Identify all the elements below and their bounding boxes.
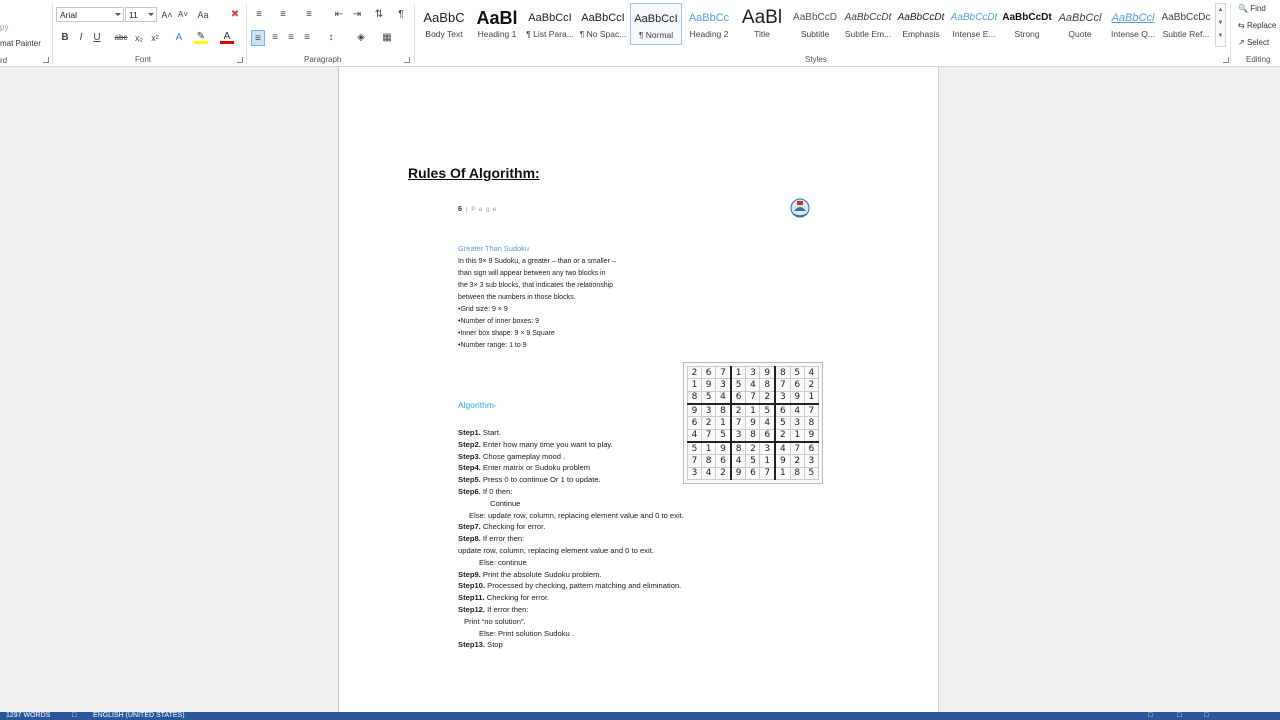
replace-button[interactable] <box>1238 21 1276 30</box>
sudoku-cell: 7 <box>790 442 804 455</box>
increase-indent-icon[interactable]: ⇥ <box>352 9 362 20</box>
step-text: Else: continue <box>479 557 527 567</box>
sudoku-cell: 9 <box>746 417 760 429</box>
university-logo-icon <box>789 197 811 219</box>
sudoku-cell: 4 <box>804 367 818 379</box>
select-arrow-icon: ↗ <box>1238 38 1245 47</box>
sudoku-cell: 6 <box>804 442 818 455</box>
font-size-combo[interactable] <box>125 7 157 22</box>
sudoku-cell: 9 <box>702 379 716 391</box>
step-label: Step11. <box>458 593 485 603</box>
step-text: Stop <box>485 640 503 650</box>
sudoku-cell: 6 <box>790 379 804 391</box>
sudoku-cell: 6 <box>746 467 760 479</box>
algorithm-step <box>458 604 684 616</box>
sudoku-cell: 3 <box>702 404 716 417</box>
sudoku-cell: 3 <box>688 467 702 479</box>
step-text: Enter matrix or Sudoku problem <box>480 463 591 473</box>
shading-icon[interactable]: ◈ <box>357 32 365 43</box>
style-name: ¶ No Spac... <box>579 29 627 39</box>
search-icon: 🔍 <box>1238 4 1248 13</box>
style-name: Heading 2 <box>689 29 729 39</box>
sudoku-cell: 4 <box>731 455 746 467</box>
clipboard-group-label: rd <box>0 56 8 65</box>
select-label: Select <box>1246 38 1270 47</box>
style-tile[interactable] <box>1107 3 1159 45</box>
sudoku-cell: 8 <box>731 442 746 455</box>
proofing-icon[interactable]: □ <box>72 712 77 719</box>
sudoku-cell: 1 <box>804 391 818 404</box>
clear-formatting-icon[interactable]: ✖ <box>230 9 240 20</box>
style-name: Subtle Em... <box>844 29 892 39</box>
style-tile[interactable] <box>736 3 788 45</box>
language-indicator[interactable]: ENGLISH (UNITED STATES) <box>93 712 185 719</box>
style-tile[interactable] <box>789 3 841 45</box>
step-text: Print “no solution”. <box>464 616 526 626</box>
sudoku-cell: 8 <box>760 379 775 391</box>
step-text: Print the absolute Sudoku problem. <box>480 569 602 579</box>
numbering-icon[interactable]: ≡ <box>280 9 286 20</box>
sudoku-row <box>688 455 819 467</box>
step-label: Step1. <box>458 428 481 437</box>
algorithm-step <box>458 533 684 545</box>
sudoku-cell: 7 <box>775 379 790 391</box>
description-block <box>458 256 616 352</box>
subscript-button[interactable]: x₂ <box>135 33 143 43</box>
document-canvas[interactable] <box>0 67 1280 712</box>
sudoku-cell: 1 <box>731 367 746 379</box>
sudoku-cell: 5 <box>790 367 804 379</box>
sudoku-cell: 3 <box>790 417 804 429</box>
step-text: Else: Print solution Sudoku . <box>479 628 574 638</box>
sudoku-cell: 2 <box>775 429 790 442</box>
sudoku-cell: 5 <box>804 467 818 479</box>
shrink-font-button[interactable]: A˅ <box>177 10 188 19</box>
scroll-down-icon[interactable]: ▼ <box>1217 20 1224 26</box>
page-number: 6 <box>458 206 462 213</box>
justify-icon[interactable]: ≡ <box>304 32 310 43</box>
sudoku-cell: 5 <box>775 417 790 429</box>
step-text: Checking for error. <box>484 593 550 603</box>
borders-icon[interactable]: ▦ <box>382 32 392 43</box>
sudoku-cell: 8 <box>746 429 760 442</box>
algorithm-step <box>458 439 684 451</box>
replace-label: Replace <box>1246 21 1277 30</box>
sudoku-cell: 7 <box>688 455 702 467</box>
sudoku-cell: 4 <box>760 417 775 429</box>
sudoku-cell: 4 <box>790 404 804 417</box>
algorithm-step <box>458 462 684 474</box>
step-label: Step4. <box>458 463 481 473</box>
decrease-indent-icon[interactable]: ⇤ <box>334 9 344 20</box>
sudoku-row <box>688 367 819 379</box>
step-text: Start. <box>480 428 502 437</box>
style-preview: AaBbCcl <box>1111 12 1155 24</box>
style-preview: AaBbCcDt <box>1002 12 1052 23</box>
style-tile[interactable] <box>630 3 682 45</box>
bullets-icon[interactable]: ≡ <box>256 9 262 20</box>
sudoku-cell: 4 <box>688 429 702 442</box>
step-label: Step5. <box>458 475 481 485</box>
show-formatting-marks-icon[interactable]: ¶ <box>398 9 404 20</box>
sudoku-cell: 5 <box>731 379 746 391</box>
font-group-label: Font <box>135 55 152 64</box>
algorithm-step <box>458 580 684 592</box>
style-preview: AaBbC <box>423 10 465 25</box>
algorithm-step <box>458 427 684 439</box>
sudoku-row <box>688 417 819 429</box>
style-tile[interactable] <box>1160 3 1212 45</box>
sudoku-cell: 2 <box>746 442 760 455</box>
sudoku-cell: 2 <box>702 417 716 429</box>
step-label: Step2. <box>458 439 481 449</box>
select-button[interactable] <box>1238 38 1269 47</box>
print-layout-icon[interactable]: □ <box>1177 712 1182 719</box>
clipboard-launcher-icon[interactable] <box>43 57 49 63</box>
algorithm-step <box>458 521 684 533</box>
step-label: Step3. <box>458 451 481 461</box>
sudoku-cell: 9 <box>760 367 775 379</box>
step-text: Press 0 to continue Or 1 to update. <box>480 475 601 485</box>
sudoku-cell: 8 <box>790 467 804 479</box>
algorithm-step <box>458 510 684 522</box>
sudoku-cell: 3 <box>731 429 746 442</box>
font-size-value: 11 <box>129 10 138 20</box>
page-heading: Rules Of Algorithm: <box>408 165 540 181</box>
sudoku-cell: 4 <box>716 391 731 404</box>
style-name: Body Text <box>425 29 463 39</box>
algorithm-step <box>458 628 684 640</box>
style-name: Subtle Ref... <box>1162 29 1210 39</box>
step-label: Step13. <box>458 640 486 650</box>
status-bar <box>0 712 1280 720</box>
sudoku-cell: 4 <box>702 467 716 479</box>
step-label: Step8. <box>458 534 481 544</box>
sudoku-cell: 5 <box>746 455 760 467</box>
style-tile[interactable] <box>842 3 894 45</box>
sudoku-cell: 7 <box>804 404 818 417</box>
multilevel-list-icon[interactable]: ≡ <box>306 9 312 20</box>
word-count[interactable]: 1297 WORDS <box>6 712 51 719</box>
description-line: •Number range: 1 to 9 <box>458 342 527 349</box>
style-tile[interactable] <box>471 3 523 45</box>
step-text: Chose gameplay mood . <box>480 451 566 461</box>
sudoku-cell: 6 <box>760 429 775 442</box>
description-line: between the numbers in those blocks. <box>458 294 576 301</box>
style-name: Quote <box>1068 29 1092 39</box>
sort-icon[interactable]: ⇅ <box>374 9 384 20</box>
sudoku-cell: 1 <box>775 467 790 479</box>
sudoku-row <box>688 442 819 455</box>
sudoku-cell: 9 <box>688 404 702 417</box>
style-preview: AaBbCcDt <box>897 12 945 23</box>
style-tile[interactable] <box>683 3 735 45</box>
divider <box>414 4 415 64</box>
description-line: •Inner box shape: 9 × 9 Square <box>458 330 555 337</box>
algorithm-step <box>458 486 684 498</box>
sudoku-cell: 7 <box>760 467 775 479</box>
sudoku-cell: 7 <box>702 429 716 442</box>
algorithm-step <box>458 474 684 486</box>
description-line: than sign will appear between any two blocks in <box>458 270 606 277</box>
font-family-combo[interactable] <box>56 7 124 22</box>
style-name: Intense E... <box>952 29 996 39</box>
sudoku-cell: 3 <box>746 367 760 379</box>
step-label: Step10. <box>458 581 486 591</box>
sudoku-cell: 1 <box>716 417 731 429</box>
divider <box>1230 4 1231 64</box>
sudoku-cell: 5 <box>716 429 731 442</box>
paragraph-group-label: Paragraph <box>304 55 342 64</box>
sudoku-cell: 6 <box>702 367 716 379</box>
style-name: Intense Q... <box>1111 29 1155 39</box>
sudoku-cell: 6 <box>731 391 746 404</box>
style-name: Strong <box>1014 29 1040 39</box>
sudoku-row <box>688 404 819 417</box>
sudoku-row <box>688 379 819 391</box>
algorithm-step <box>458 592 684 604</box>
styles-gallery-scroll[interactable] <box>1215 3 1226 47</box>
sudoku-cell: 2 <box>731 404 746 417</box>
bold-button[interactable]: B <box>61 32 69 43</box>
editing-group-label: Editing <box>1246 55 1271 64</box>
style-name: Title <box>754 29 770 39</box>
sudoku-cell: 2 <box>716 467 731 479</box>
sudoku-cell: 9 <box>716 442 731 455</box>
algorithm-steps <box>458 427 684 651</box>
style-preview: AaBbCcDc <box>1161 12 1211 23</box>
step-text: Else: update row, column, replacing element value and 0 to exit. <box>469 510 684 520</box>
sudoku-cell: 7 <box>746 391 760 404</box>
sudoku-cell: 6 <box>775 404 790 417</box>
sudoku-cell: 1 <box>702 442 716 455</box>
style-preview: AaBbCc <box>688 12 730 24</box>
step-text: If error then: <box>485 604 529 614</box>
sudoku-cell: 5 <box>688 442 702 455</box>
style-tile[interactable] <box>524 3 576 45</box>
algorithm-step <box>458 498 684 510</box>
style-name: Heading 1 <box>477 29 517 39</box>
style-preview: AaBbCcDt <box>844 12 892 23</box>
algorithm-step <box>458 569 684 581</box>
style-name: Emphasis <box>902 29 940 39</box>
style-preview: AaBbCcI <box>528 12 572 24</box>
style-preview: AaBbCcI <box>581 12 625 24</box>
sudoku-cell: 4 <box>775 442 790 455</box>
sudoku-cell: 3 <box>760 442 775 455</box>
strikethrough-button[interactable]: abc <box>114 33 128 42</box>
align-center-icon[interactable]: ≡ <box>272 32 278 43</box>
sudoku-cell: 7 <box>716 367 731 379</box>
sudoku-cell: 1 <box>688 379 702 391</box>
algorithm-title: Algorithm- <box>458 400 497 410</box>
style-name: Subtitle <box>800 29 830 39</box>
step-text: Enter how many time you want to play. <box>480 439 613 449</box>
text-effects-icon[interactable]: A <box>175 32 183 43</box>
align-right-icon[interactable]: ≡ <box>288 32 294 43</box>
sudoku-row <box>688 429 819 442</box>
italic-button[interactable]: I <box>79 32 83 43</box>
read-mode-icon[interactable]: □ <box>1148 712 1153 719</box>
chevron-down-icon <box>148 13 154 16</box>
step-text: Processed by checking, pattern matching and elimination. <box>485 581 682 591</box>
sudoku-cell: 1 <box>746 404 760 417</box>
sudoku-cell: 9 <box>804 429 818 442</box>
paragraph-launcher-icon[interactable] <box>404 57 410 63</box>
font-launcher-icon[interactable] <box>237 57 243 63</box>
sudoku-cell: 1 <box>760 455 775 467</box>
step-text: Checking for error. <box>480 522 546 532</box>
algorithm-step <box>458 616 684 628</box>
sudoku-cell: 9 <box>731 467 746 479</box>
sudoku-cell: 8 <box>804 417 818 429</box>
sudoku-cell: 5 <box>702 391 716 404</box>
grow-font-button[interactable]: A˄ <box>161 10 173 20</box>
style-preview: AaBbCcl <box>1058 12 1102 24</box>
sudoku-cell: 5 <box>760 404 775 417</box>
sudoku-cell: 4 <box>746 379 760 391</box>
copy-button[interactable]: py <box>0 23 9 32</box>
sudoku-row <box>688 467 819 479</box>
style-preview: AaBl <box>476 8 518 28</box>
sudoku-cell: 6 <box>716 455 731 467</box>
style-preview: AaBbCcI <box>634 13 678 25</box>
sudoku-cell: 6 <box>688 417 702 429</box>
sudoku-cell: 3 <box>804 455 818 467</box>
algorithm-step <box>458 639 684 651</box>
description-line: •Number of inner boxes: 9 <box>458 318 540 325</box>
line-spacing-icon[interactable]: ↕ <box>328 32 334 43</box>
styles-launcher-icon[interactable] <box>1223 57 1229 63</box>
styles-group-label: Styles <box>805 55 827 64</box>
sudoku-cell: 2 <box>760 391 775 404</box>
ribbon <box>0 0 1280 67</box>
style-preview: AaBbCcD <box>793 12 837 23</box>
sudoku-cell: 9 <box>775 455 790 467</box>
style-name: ¶ List Para... <box>526 29 574 39</box>
style-tile[interactable] <box>948 3 1000 45</box>
font-family-value: Arial <box>60 10 78 20</box>
step-label: Step9. <box>458 569 481 579</box>
change-case-button[interactable]: Aa <box>197 10 209 20</box>
step-label: Step6. <box>458 486 481 496</box>
step-label: Step12. <box>458 604 486 614</box>
scroll-up-icon[interactable]: ▲ <box>1217 7 1224 13</box>
page-label: | P a g e <box>466 207 498 213</box>
sudoku-cell: 8 <box>688 391 702 404</box>
style-tile[interactable] <box>577 3 629 45</box>
superscript-button[interactable]: x² <box>151 33 159 43</box>
sudoku-cell: 8 <box>716 404 731 417</box>
sudoku-cell: 9 <box>790 391 804 404</box>
more-styles-icon[interactable]: ▼ <box>1217 33 1224 39</box>
description-line: the 3× 3 sub blocks, that indicates the relationship <box>458 282 614 289</box>
algorithm-step <box>458 557 684 569</box>
align-left-icon[interactable]: ≡ <box>251 30 265 46</box>
sudoku-cell: 2 <box>790 455 804 467</box>
description-line: In this 9× 9 Sudoku, a greater – than or a smaller – <box>458 258 616 265</box>
style-name: ¶ Normal <box>638 30 674 40</box>
step-text: If 0 then: <box>480 486 513 496</box>
style-tile[interactable] <box>1001 3 1053 45</box>
style-preview: AaBl <box>741 7 783 28</box>
sudoku-table <box>687 366 819 480</box>
divider <box>246 4 247 64</box>
sudoku-cell: 1 <box>790 429 804 442</box>
section-title: Greater Than Sudoku <box>458 244 529 253</box>
replace-icon: ⇆ <box>1238 21 1245 30</box>
style-preview: AaBbCcDt <box>950 12 998 23</box>
algorithm-step <box>458 545 684 557</box>
sudoku-cell: 2 <box>688 367 702 379</box>
style-tile[interactable] <box>895 3 947 45</box>
sudoku-cell: 3 <box>716 379 731 391</box>
algorithm-step <box>458 451 684 463</box>
step-text: update row, column, replacing element value and 0 to exit. <box>458 545 654 555</box>
step-label: Step7. <box>458 522 481 532</box>
divider <box>52 4 53 64</box>
web-layout-icon[interactable]: □ <box>1204 712 1209 719</box>
sudoku-cell: 8 <box>775 367 790 379</box>
find-button[interactable] <box>1238 4 1266 13</box>
style-tile[interactable] <box>418 3 470 45</box>
highlight-color-icon[interactable]: ✎ <box>194 30 208 44</box>
sudoku-cell: 3 <box>775 391 790 404</box>
document-page[interactable] <box>338 67 939 712</box>
chevron-down-icon <box>115 13 121 16</box>
style-tile[interactable] <box>1054 3 1106 45</box>
sudoku-cell: 7 <box>731 417 746 429</box>
description-line: •Grid size: 9 × 9 <box>458 306 508 313</box>
format-painter-button[interactable]: mat Painter <box>0 39 41 48</box>
sudoku-grid-image <box>683 362 823 484</box>
step-text: Continue <box>490 498 521 508</box>
find-label: Find <box>1250 4 1266 13</box>
sudoku-row <box>688 391 819 404</box>
sudoku-cell: 8 <box>702 455 716 467</box>
underline-button[interactable]: U <box>93 32 101 43</box>
sudoku-cell: 2 <box>804 379 818 391</box>
step-text: If error then: <box>480 534 525 544</box>
font-color-icon[interactable]: A <box>220 30 234 44</box>
